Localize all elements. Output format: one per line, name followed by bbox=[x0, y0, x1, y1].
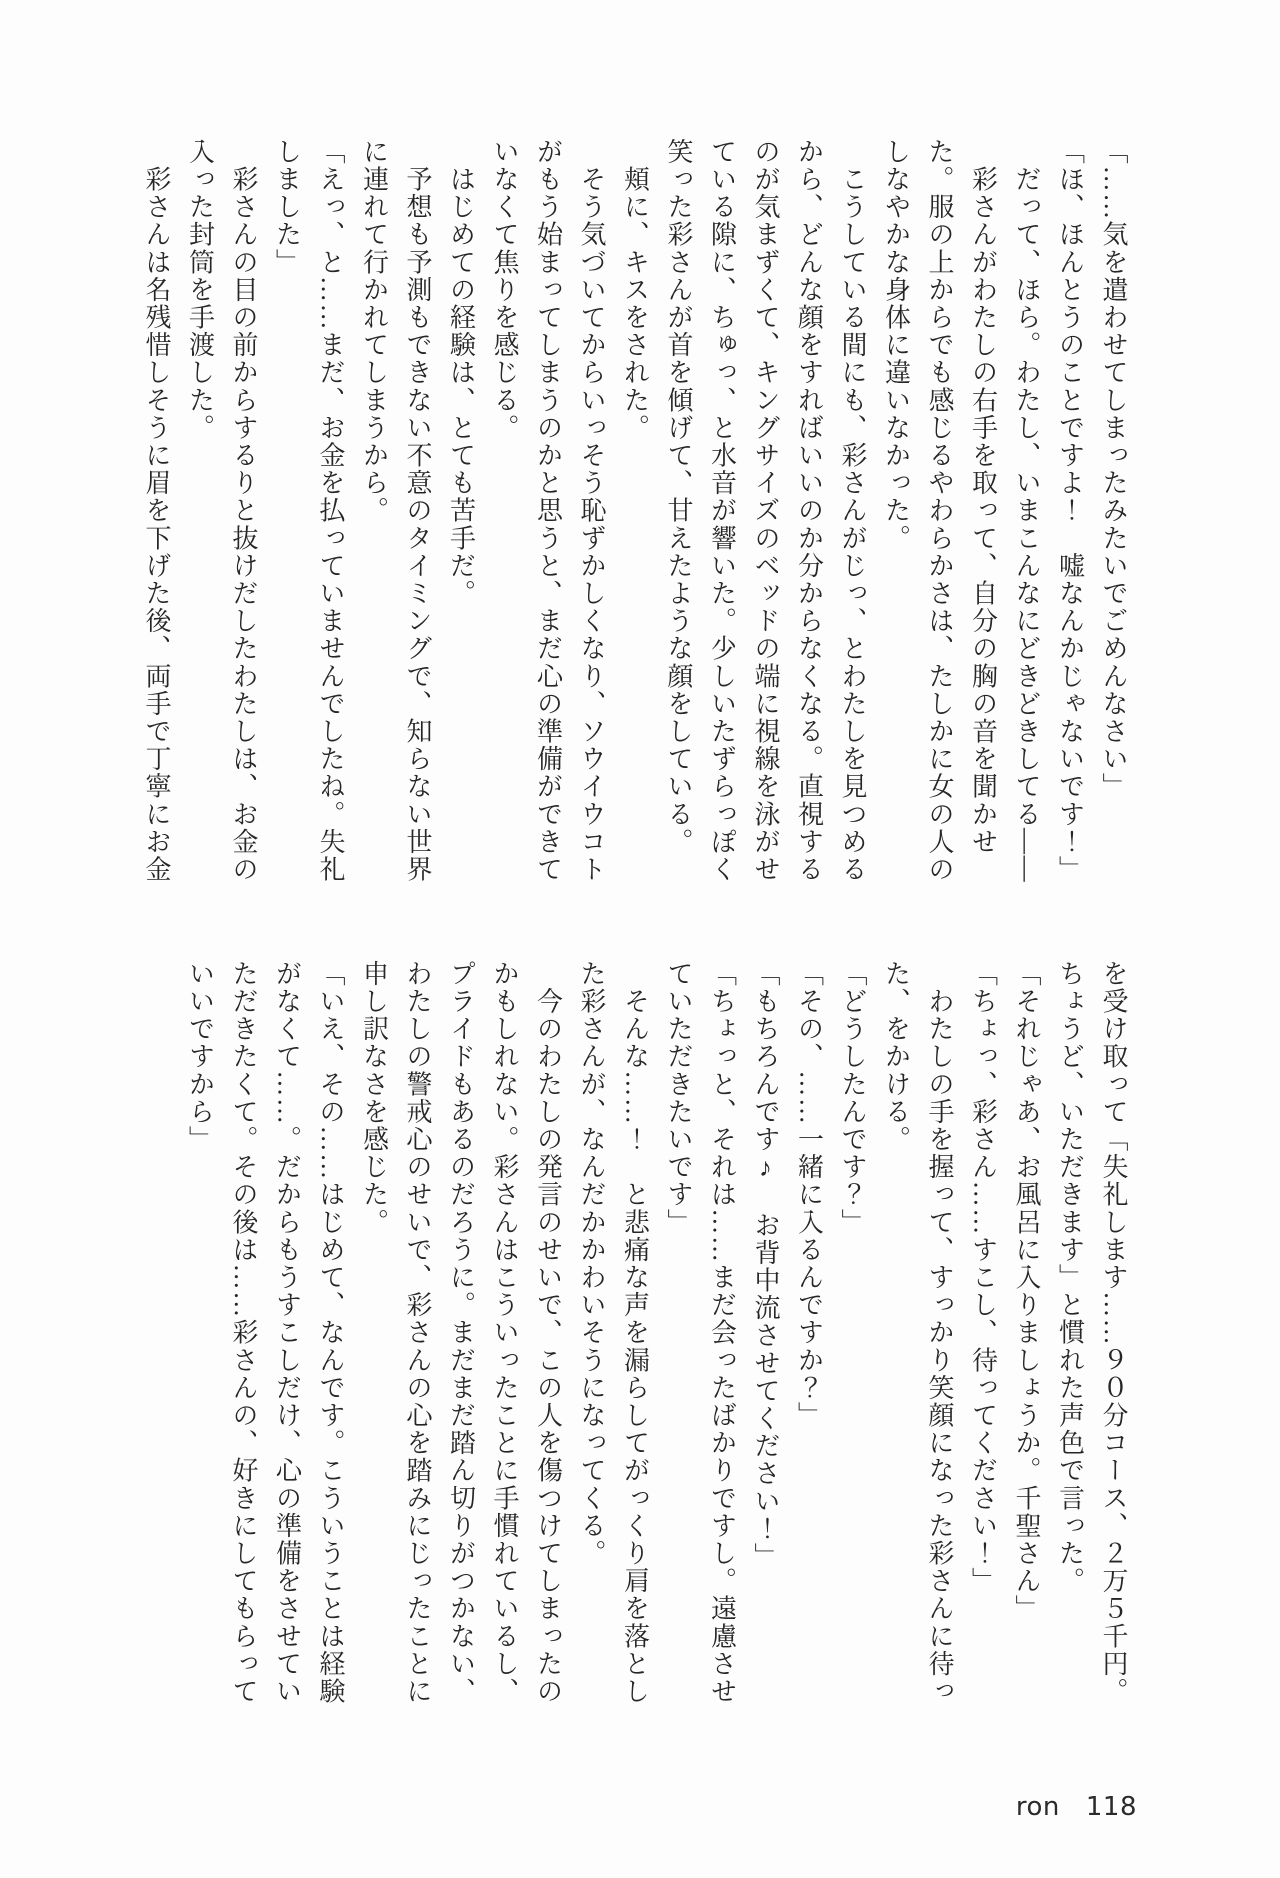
text-line: 「ほ、ほんとうのことですよ！ 嘘なんかじゃないです！」 bbox=[1055, 138, 1085, 884]
text-line: しました」 bbox=[272, 138, 302, 276]
text-line: 予想も予測もできない不意のタイミングで、知らない世界 bbox=[403, 138, 432, 884]
page-footer bbox=[1016, 1792, 1137, 1822]
text-line: 笑った彩さんが首を傾げて、甘えたような顔をしている。 bbox=[664, 138, 693, 856]
text-line: 彩さんは名残惜しそうに眉を下げた後、両手で丁寧にお金 bbox=[142, 138, 171, 884]
text-line: 入った封筒を手渡した。 bbox=[185, 138, 215, 442]
text-line: 「もちろんです♪ お背中流させてください！」 bbox=[751, 960, 780, 1571]
text-line: ただきたくて。その後は……彩さんの、好きにしてもらって bbox=[229, 960, 258, 1706]
text-line: た、をかける。 bbox=[881, 960, 911, 1154]
text-line: 「えっ、と……まだ、お金を払っていませんでしたね。失礼 bbox=[316, 138, 345, 884]
text-line: わたしの警戒心のせいで、彩さんの心を踏みにじったことに bbox=[403, 960, 432, 1706]
text-line: プライドもあるのだろうに。まだまだ踏ん切りがつかない、 bbox=[446, 960, 476, 1706]
text-line: 申し訳なさを感じた。 bbox=[359, 960, 389, 1236]
text-line: 「どうしたんです？」 bbox=[838, 960, 867, 1236]
text-line: いいですから」 bbox=[185, 960, 215, 1154]
text-line: 「……気を遣わせてしまったみたいでごめんなさい」 bbox=[1099, 138, 1128, 801]
text-line: こうしている間にも、彩さんがじっ、とわたしを見つめる bbox=[838, 138, 867, 884]
text-line: に連れて行かれてしまうから。 bbox=[359, 138, 389, 525]
text-line: 「いえ、その……はじめて、なんです。こういうことは経験 bbox=[316, 960, 345, 1706]
text-line: 彩さんの目の前からするりと抜けだしたわたしは、お金の bbox=[229, 138, 258, 884]
text-line: はじめての経験は、とても苦手だ。 bbox=[446, 138, 476, 608]
text-line: 「ちょっ、彩さん……すこし、待ってください！」 bbox=[968, 960, 998, 1595]
text-line: ている隙に、ちゅっ、と水音が響いた。少しいたずらっぽく bbox=[707, 138, 737, 884]
text-line: そんな……！ と悲痛な声を漏らしてがっくり肩を落とし bbox=[620, 960, 650, 1706]
text-line: のが気まずくて、キングサイズのベッドの端に視線を泳がせ bbox=[751, 138, 780, 884]
text-line: だって、ほら。わたし、いまこんなにどきどきしてる―― bbox=[1012, 138, 1041, 884]
text-line: 彩さんがわたしの右手を取って、自分の胸の音を聞かせ bbox=[968, 138, 998, 856]
text-block-top bbox=[135, 138, 1136, 900]
page-number: 118 bbox=[1085, 1792, 1137, 1822]
text-line: 頬に、キスをされた。 bbox=[620, 138, 650, 442]
circle-name: ron bbox=[1015, 1792, 1060, 1822]
text-line: いなくて焦りを感じる。 bbox=[490, 138, 519, 442]
text-line: から、どんな顔をすればいいのか分からなくなる。直視する bbox=[794, 138, 824, 884]
text-line: がもう始まってしまうのかと思うと、まだ心の準備ができて bbox=[533, 138, 563, 884]
text-line: を受け取って「失礼します……９０分コース、２万５千円。 bbox=[1099, 960, 1128, 1706]
text-line: ちょうど、いただきます」と慣れた声色で言った。 bbox=[1055, 960, 1085, 1595]
text-line: しなやかな身体に違いなかった。 bbox=[881, 138, 911, 552]
text-line: た。服の上からでも感じるやわらかさは、たしかに女の人の bbox=[925, 138, 954, 884]
text-line: そう気づいてからいっそう恥ずかしくなり、ソウイウコト bbox=[577, 138, 606, 884]
text-line: 今のわたしの発言のせいで、この人を傷つけてしまったの bbox=[533, 960, 563, 1706]
text-line: がなくて……。だからもうすこしだけ、心の準備をさせてい bbox=[272, 960, 302, 1706]
text-block-bottom bbox=[178, 960, 1135, 1732]
text-line: かもしれない。彩さんはこういったことに手慣れているし、 bbox=[490, 960, 519, 1706]
text-line: ていただきたいです」 bbox=[664, 960, 693, 1236]
text-line: 「その、……一緒に入るんですか？」 bbox=[794, 960, 824, 1430]
text-line: 「それじゃあ、お風呂に入りましょうか。千聖さん」 bbox=[1012, 960, 1041, 1623]
text-line: た彩さんが、なんだかかわいそうになってくる。 bbox=[577, 960, 606, 1568]
text-line: わたしの手を握って、すっかり笑顔になった彩さんに待っ bbox=[925, 960, 954, 1706]
text-line: 「ちょっと、それは……まだ会ったばかりですし。遠慮させ bbox=[707, 960, 737, 1706]
